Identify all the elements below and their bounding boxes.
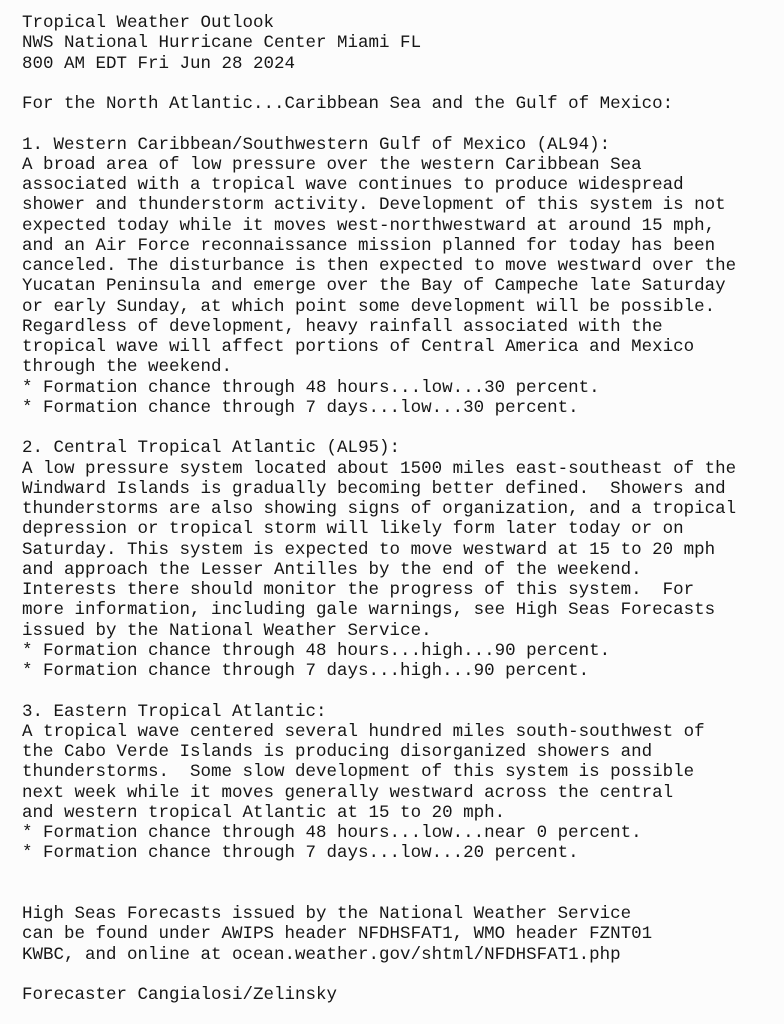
blank-line xyxy=(22,884,768,904)
body-line: Yucatan Peninsula and emerge over the Bay of Campeche late Saturday xyxy=(22,276,726,297)
body-line: associated with a tropical wave continues to produce widespread xyxy=(22,175,684,195)
formation-chance-48hr: * Formation chance through 48 hours...low...near 0 percent. xyxy=(22,823,642,843)
blank-line xyxy=(22,681,768,701)
formation-chance-7day: * Formation chance through 7 days...low...30 percent. xyxy=(22,397,579,418)
blank-line xyxy=(22,965,768,985)
high-seas-forecast-note xyxy=(22,904,768,965)
body-line: Saturday. This system is expected to move westward at 15 to 20 mph xyxy=(22,539,716,560)
blank-line xyxy=(22,114,768,134)
body-line: tropical wave will affect portions of Central America and Mexico xyxy=(22,337,695,357)
body-line: and western tropical Atlantic at 15 to 20 mph. xyxy=(22,802,506,823)
section-heading: 1. Western Caribbean/Southwestern Gulf of Mexico (AL94): xyxy=(22,134,611,155)
body-line: and approach the Lesser Antilles by the end of the weekend. xyxy=(22,559,642,580)
body-line: canceled. The disturbance is then expected to move westward over the xyxy=(22,256,737,276)
body-line: A tropical wave centered several hundred miles south-southwest of xyxy=(22,721,705,742)
outlook-section-central-tropical-atlantic xyxy=(22,438,768,681)
outlook-section-eastern-tropical-atlantic xyxy=(22,702,768,864)
body-line: depression or tropical storm will likely form later today or on xyxy=(22,519,684,540)
body-line: or early Sunday, at which point some development will be possible. xyxy=(22,296,716,317)
body-line: shower and thunderstorm activity. Development of this system is not xyxy=(22,195,726,216)
forecaster-signature: Forecaster Cangialosi/Zelinsky xyxy=(22,985,338,1005)
section-heading: 2. Central Tropical Atlantic (AL95): xyxy=(22,438,401,459)
body-line: Regardless of development, heavy rainfall associated with the xyxy=(22,316,663,337)
formation-chance-7day: * Formation chance through 7 days...high...90 percent. xyxy=(22,661,590,681)
product-title: Tropical Weather Outlook xyxy=(22,13,275,33)
outlook-section-western-caribbean xyxy=(22,135,768,419)
formation-chance-48hr: * Formation chance through 48 hours...high...90 percent. xyxy=(22,640,611,661)
footer-line: High Seas Forecasts issued by the National Weather Service xyxy=(22,904,632,924)
footer-line: KWBC, and online at ocean.weather.gov/shtml/NFDHSFAT1.php xyxy=(22,944,621,965)
body-line: more information, including gale warnings, see High Seas Forecasts xyxy=(22,600,716,621)
body-line: and an Air Force reconnaissance mission planned for today has been xyxy=(22,235,716,256)
basin-heading: For the North Atlantic...Caribbean Sea and the Gulf of Mexico: xyxy=(22,94,674,114)
section-heading: 3. Eastern Tropical Atlantic: xyxy=(22,701,327,722)
issue-datetime: 800 AM EDT Fri Jun 28 2024 xyxy=(22,53,296,74)
issuing-office: NWS National Hurricane Center Miami FL xyxy=(22,33,422,54)
formation-chance-7day: * Formation chance through 7 days...low...20 percent. xyxy=(22,843,579,864)
blank-line xyxy=(22,864,768,884)
body-line: next week while it moves generally westward across the central xyxy=(22,782,674,803)
body-line: A low pressure system located about 1500 miles east-southeast of the xyxy=(22,458,737,479)
body-line: through the weekend. xyxy=(22,357,233,378)
body-line: A broad area of low pressure over the western Caribbean Sea xyxy=(22,154,642,175)
body-line: thunderstorms are also showing signs of organization, and a tropical xyxy=(22,499,737,519)
body-line: issued by the National Weather Service. xyxy=(22,620,432,641)
formation-chance-48hr: * Formation chance through 48 hours...low...30 percent. xyxy=(22,377,600,398)
body-line: expected today while it moves west-northwestward at around 15 mph, xyxy=(22,215,716,236)
body-line: the Cabo Verde Islands is producing disorganized showers and xyxy=(22,742,653,762)
footer-line: can be found under AWIPS header NFDHSFAT1, WMO header FZNT01 xyxy=(22,924,653,945)
body-line: Interests there should monitor the progress of this system. For xyxy=(22,580,695,600)
body-line: thunderstorms. Some slow development of this system is possible xyxy=(22,762,695,783)
body-line: Windward Islands is gradually becoming better defined. Showers and xyxy=(22,478,726,499)
blank-line xyxy=(22,418,768,438)
blank-line xyxy=(22,74,768,94)
